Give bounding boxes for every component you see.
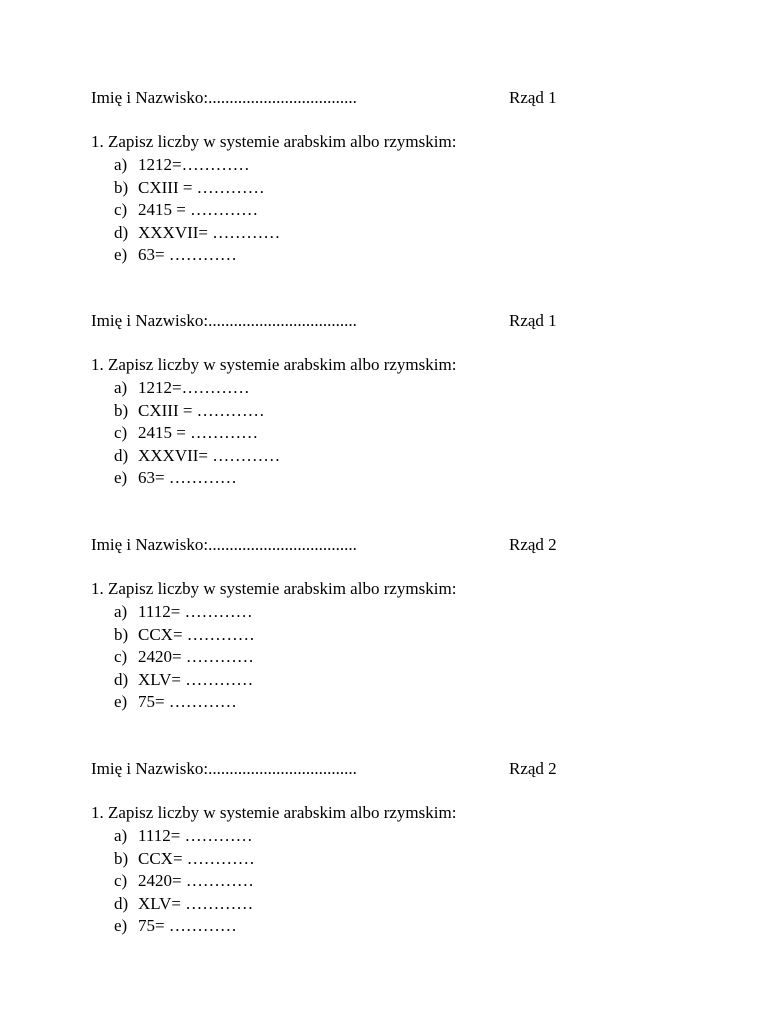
exercise-item-e — [114, 915, 255, 938]
item-text: 75= ………… — [138, 916, 237, 935]
row-label: Rząd 1 — [509, 88, 557, 107]
exercise-item-a — [114, 601, 255, 624]
exercise-item-d — [114, 445, 280, 468]
exercise-item-c — [114, 646, 255, 669]
exercise-item-b — [114, 848, 255, 871]
item-letter: a) — [114, 602, 128, 621]
item-text: CCX= ………… — [138, 848, 255, 868]
exercise-item-b — [114, 177, 280, 200]
item-letter: e) — [114, 468, 128, 487]
exercise-item-d — [114, 669, 255, 692]
name-line — [91, 87, 611, 109]
name-line — [91, 310, 611, 332]
item-letter: c) — [114, 423, 128, 442]
item-letter: e) — [114, 692, 128, 711]
item-text: CXIII = ………… — [138, 400, 265, 420]
item-letter: b) — [114, 177, 129, 197]
item-text: 2415 = ………… — [138, 423, 259, 442]
name-field-label: Imię i Nazwisko:................................... — [91, 88, 357, 107]
worksheet-4 — [91, 758, 611, 935]
item-letter: b) — [114, 624, 129, 644]
item-letter: d) — [114, 445, 129, 465]
item-letter: c) — [114, 871, 128, 890]
exercise-item-c — [114, 870, 255, 893]
item-letter: a) — [114, 155, 128, 174]
worksheet-2 — [91, 310, 611, 487]
exercise-item-a — [114, 154, 280, 177]
item-text: 1112= ………… — [138, 826, 253, 845]
row-label: Rząd 2 — [509, 759, 557, 778]
item-letter: e) — [114, 916, 128, 935]
exercise-item-d — [114, 222, 280, 245]
question-title: 1. Zapisz liczby w systemie arabskim albo rzymskim: — [91, 132, 457, 151]
item-text: XXXVII= ………… — [138, 222, 281, 242]
exercise-item-e — [114, 244, 280, 267]
item-text: XXXVII= ………… — [138, 445, 281, 465]
item-text: 63= ………… — [138, 468, 237, 487]
item-letter: e) — [114, 245, 128, 264]
item-letter: a) — [114, 826, 128, 845]
exercise-list — [114, 377, 280, 490]
exercise-item-e — [114, 691, 255, 714]
item-letter: d) — [114, 893, 129, 913]
item-letter: c) — [114, 200, 128, 219]
name-field-label: Imię i Nazwisko:................................... — [91, 311, 357, 330]
name-line — [91, 534, 611, 556]
item-letter: b) — [114, 848, 129, 868]
item-text: 2420= ………… — [138, 647, 254, 666]
exercise-item-b — [114, 624, 255, 647]
exercise-item-a — [114, 377, 280, 400]
item-text: 75= ………… — [138, 692, 237, 711]
item-text: 2420= ………… — [138, 871, 254, 890]
item-text: 63= ………… — [138, 245, 237, 264]
item-text: CXIII = ………… — [138, 177, 265, 197]
name-field-label: Imię i Nazwisko:................................... — [91, 535, 357, 554]
item-letter: d) — [114, 222, 129, 242]
item-text: 2415 = ………… — [138, 200, 259, 219]
exercise-item-d — [114, 893, 255, 916]
item-text: XLV= ………… — [138, 893, 254, 913]
row-label: Rząd 2 — [509, 535, 557, 554]
item-letter: d) — [114, 669, 129, 689]
exercise-item-c — [114, 422, 280, 445]
item-text: 1212=………… — [138, 155, 250, 174]
exercise-item-c — [114, 199, 280, 222]
item-letter: c) — [114, 647, 128, 666]
exercise-item-a — [114, 825, 255, 848]
item-text: 1112= ………… — [138, 602, 253, 621]
item-text: XLV= ………… — [138, 669, 254, 689]
name-field-label: Imię i Nazwisko:................................... — [91, 759, 357, 778]
exercise-list — [114, 154, 280, 267]
name-line — [91, 758, 611, 780]
item-text: CCX= ………… — [138, 624, 255, 644]
item-text: 1212=………… — [138, 378, 250, 397]
exercise-item-b — [114, 400, 280, 423]
row-label: Rząd 1 — [509, 311, 557, 330]
question-title: 1. Zapisz liczby w systemie arabskim albo rzymskim: — [91, 803, 457, 822]
worksheet-1 — [91, 87, 611, 264]
exercise-list — [114, 601, 255, 714]
question-title: 1. Zapisz liczby w systemie arabskim albo rzymskim: — [91, 355, 457, 374]
exercise-list — [114, 825, 255, 938]
question-title: 1. Zapisz liczby w systemie arabskim albo rzymskim: — [91, 579, 457, 598]
exercise-item-e — [114, 467, 280, 490]
item-letter: b) — [114, 400, 129, 420]
item-letter: a) — [114, 378, 128, 397]
worksheet-3 — [91, 534, 611, 711]
